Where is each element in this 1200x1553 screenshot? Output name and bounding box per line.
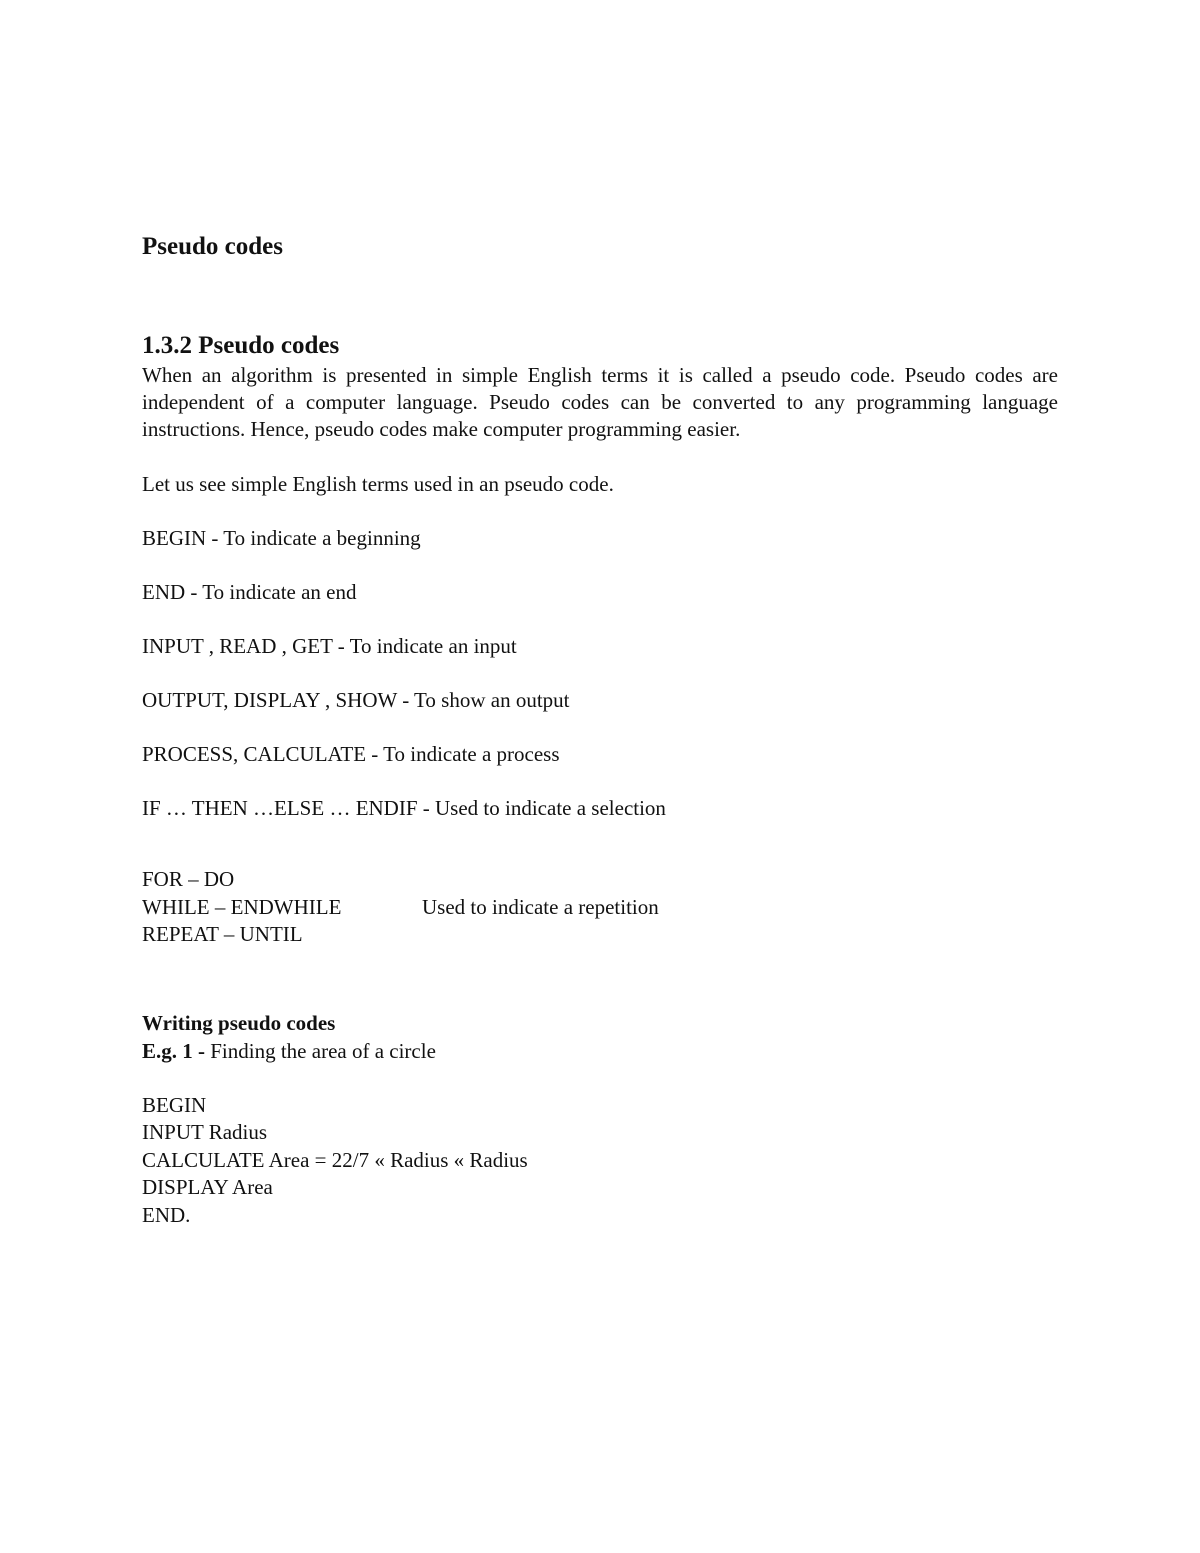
term-process: PROCESS, CALCULATE - To indicate a process [142,742,560,766]
code-line: INPUT Radius [142,1120,268,1144]
code-line: DISPLAY Area [142,1175,273,1199]
section-heading: 1.3.2 Pseudo codes [142,332,340,359]
term-selection: IF … THEN …ELSE … ENDIF - Used to indicate a selection [142,796,666,820]
repetition-keyword-while: WHILE – ENDWHILE [142,895,342,919]
term-begin: BEGIN - To indicate a beginning [142,526,421,550]
code-line: END. [142,1203,191,1227]
term-output: OUTPUT, DISPLAY , SHOW - To show an output [142,688,570,712]
intro-paragraph: When an algorithm is presented in simple English terms it is called a pseudo code. Pseudo codes are independent of a computer language. Pseudo codes can be converted to any programming language instructions. Hence, pseudo codes make computer programming easier. [142,363,1058,441]
writing-heading: Writing pseudo codes [142,1011,336,1035]
repetition-keyword-repeat: REPEAT – UNTIL [142,922,303,946]
term-end: END - To indicate an end [142,580,357,604]
code-line: BEGIN [142,1093,207,1117]
lead-in-text: Let us see simple English terms used in an pseudo code. [142,472,614,496]
repetition-keyword-for: FOR – DO [142,867,235,891]
example-description: Finding the area of a circle [210,1039,436,1063]
code-line: CALCULATE Area = 22/7 « Radius « Radius [142,1148,528,1172]
example-label: E.g. 1 - [142,1039,211,1063]
term-input: INPUT , READ , GET - To indicate an input [142,634,517,658]
page-title: Pseudo codes [142,233,283,260]
example-line [142,1038,436,1065]
repetition-note: Used to indicate a repetition [422,895,659,919]
